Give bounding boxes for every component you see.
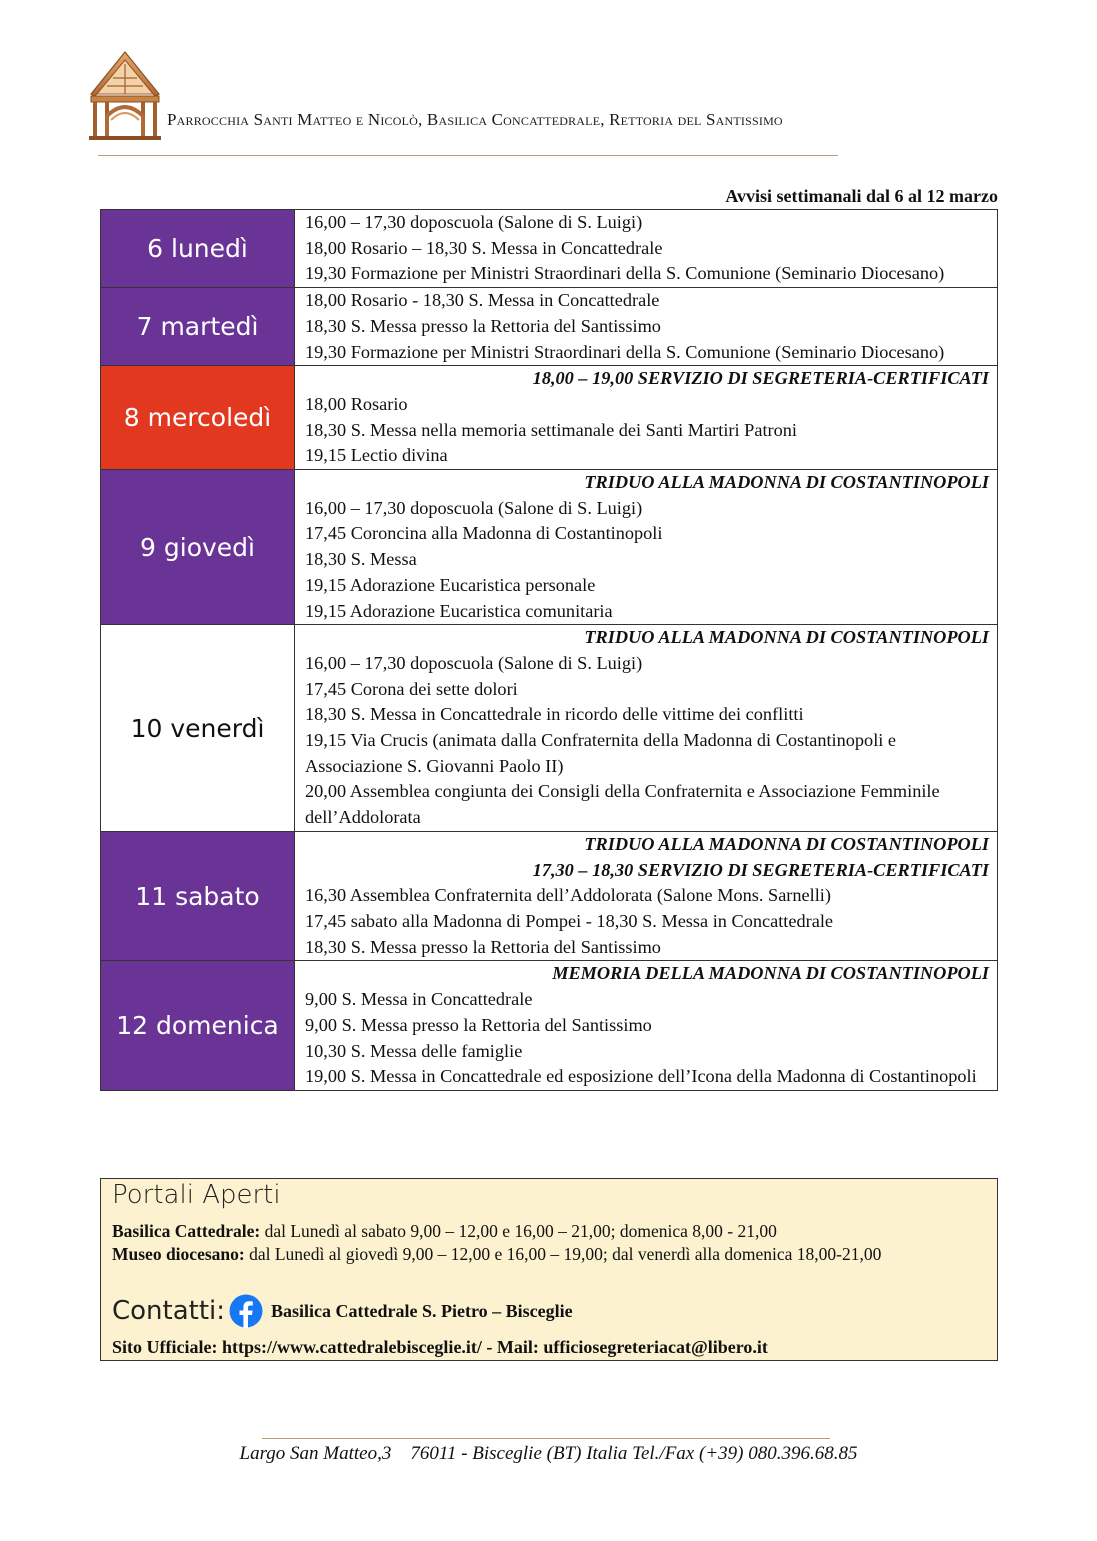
event-item: 18,30 S. Messa in Concattedrale in ricordo delle vittime dei conflitti [305,704,804,725]
event-item: 9,00 S. Messa in Concattedrale [305,989,533,1010]
day-label-cell [101,288,295,366]
day-row [101,366,998,470]
event-item: 9,00 S. Messa presso la Rettoria del Santissimo [305,1014,652,1035]
basilica-hours-text: dal Lunedì al sabato 9,00 – 12,00 e 16,00 – 21,00; domenica 8,00 - 21,00 [260,1221,777,1241]
info-box [100,1178,998,1361]
event-item: 19,15 Lectio divina [305,445,448,466]
day-number: 11 [135,881,168,911]
day-heading: TRIDUO ALLA MADONNA DI COSTANTINOPOLI [584,627,989,648]
day-events-cell [295,961,998,1091]
portali-aperti-title: Portali Aperti [112,1180,281,1210]
official-site-and-mail[interactable]: Sito Ufficiale: https://www.cattedralebisceglie.it/ - Mail: ufficiosegreteriacat@libero.it [112,1337,768,1357]
museo-hours-text: dal Lunedì al giovedì 9,00 – 12,00 e 16,00 – 19,00; dal venerdì alla domenica 18,00-21,00 [244,1244,882,1264]
day-label-cell [101,470,295,625]
day-number: 6 [147,234,164,264]
day-number: 8 [123,403,140,433]
day-row [101,831,998,961]
day-heading: 17,30 – 18,30 SERVIZIO DI SEGRETERIA-CERTIFICATI [532,859,989,880]
event-item: 18,00 Rosario - 18,30 S. Messa in Concattedrale [305,290,660,311]
event-item: 16,00 – 17,30 doposcuola (Salone di S. Luigi) [305,497,643,518]
day-number: 7 [136,312,153,342]
event-item: 18,30 S. Messa nella memoria settimanale dei Santi Martiri Patroni [305,419,797,440]
event-item: 18,30 S. Messa [305,549,417,570]
day-number: 9 [140,532,156,562]
event-item: 16,00 – 17,30 doposcuola (Salone di S. Luigi) [305,212,643,232]
day-row [101,961,998,1091]
day-heading: 18,00 – 19,00 SERVIZIO DI SEGRETERIA-CERTIFICATI [532,368,989,389]
event-item: 17,45 Coroncina alla Madonna di Costantinopoli [305,523,663,544]
day-events-cell [295,210,998,288]
event-item: 17,45 Corona dei sette dolori [305,678,518,699]
day-heading: TRIDUO ALLA MADONNA DI COSTANTINOPOLI [584,833,989,854]
event-item: 19,15 Adorazione Eucaristica comunitaria [305,600,613,621]
day-name: lunedì [171,234,248,264]
avvisi-title: Avvisi settimanali dal 6 al 12 marzo [725,186,998,206]
event-item: 16,00 – 17,30 doposcuola (Salone di S. Luigi) [305,652,643,673]
basilica-logo-icon [85,50,165,142]
day-row [101,625,998,832]
day-events-cell [295,366,998,470]
day-events-cell [295,831,998,961]
day-name: sabato [175,881,260,911]
facebook-page-name[interactable]: Basilica Cattedrale S. Pietro – Bisceglie [271,1300,573,1321]
day-events-cell [295,470,998,625]
day-number: 10 [130,713,163,743]
parish-title: Parrocchia Santi Matteo e Nicolò, Basilica Concattedrale, Rettoria del Santissimo [167,110,783,129]
day-label-cell [101,831,295,961]
footer-divider [262,1438,830,1439]
event-item: 19,30 Formazione per Ministri Straordinari della S. Comunione (Seminario Diocesano) [305,341,945,362]
basilica-hours [112,1220,992,1242]
event-item: 19,00 S. Messa in Concattedrale ed esposizione dell’Icona della Madonna di Costantinopoli [305,1066,977,1087]
day-heading: TRIDUO ALLA MADONNA DI COSTANTINOPOLI [584,472,989,493]
day-number: 12 [116,1011,149,1041]
day-row [101,470,998,625]
footer-address: Largo San Matteo,3 76011 - Bisceglie (BT) Italia Tel./Fax (+39) 080.396.68.85 [239,1443,858,1464]
event-item: 16,30 Assemblea Confraternita dell’Addolorata (Salone Mons. Sarnelli) [305,885,831,906]
day-name: giovedì [163,532,255,562]
day-label-cell [101,366,295,470]
event-item: 20,00 Assemblea congiunta dei Consigli della Confraternita e Associazione Femminile dell’Addolorata [305,781,940,828]
event-item: 17,45 sabato alla Madonna di Pompei - 18,30 S. Messa in Concattedrale [305,910,834,931]
weekly-schedule-table [100,209,998,1091]
day-label-cell [101,210,295,288]
event-item: 10,30 S. Messa delle famiglie [305,1040,523,1061]
contatti-row [112,1293,573,1329]
day-row [101,288,998,366]
event-item: 18,00 Rosario – 18,30 S. Messa in Concattedrale [305,237,663,258]
event-item: 18,30 S. Messa presso la Rettoria del Santissimo [305,315,661,336]
day-row [101,210,998,288]
event-item: 19,15 Adorazione Eucaristica personale [305,574,596,595]
museo-hours [112,1243,992,1265]
event-item: 19,30 Formazione per Ministri Straordinari della S. Comunione (Seminario Diocesano) [305,263,945,284]
day-events-cell [295,288,998,366]
day-name: martedì [160,312,259,342]
museo-label: Museo diocesano: [112,1244,245,1264]
day-label-cell [101,961,295,1091]
event-item: 19,15 Via Crucis (animata dalla Confraternita della Madonna di Costantinopoli e Associazione S. Giovanni Paolo II) [305,730,897,776]
day-label-cell [101,625,295,832]
day-events-cell [295,625,998,832]
header-divider [98,155,838,156]
basilica-label: Basilica Cattedrale: [112,1221,261,1241]
event-item: 18,00 Rosario [305,393,408,414]
day-name: domenica [156,1011,279,1041]
event-item: 18,30 S. Messa presso la Rettoria del Santissimo [305,936,661,957]
day-heading: MEMORIA DELLA MADONNA DI COSTANTINOPOLI [552,963,989,984]
page-header [85,50,985,160]
day-name: mercoledì [147,403,272,433]
day-name: venerdì [170,713,265,743]
facebook-icon[interactable] [229,1294,263,1328]
contatti-label: Contatti: [112,1296,226,1326]
